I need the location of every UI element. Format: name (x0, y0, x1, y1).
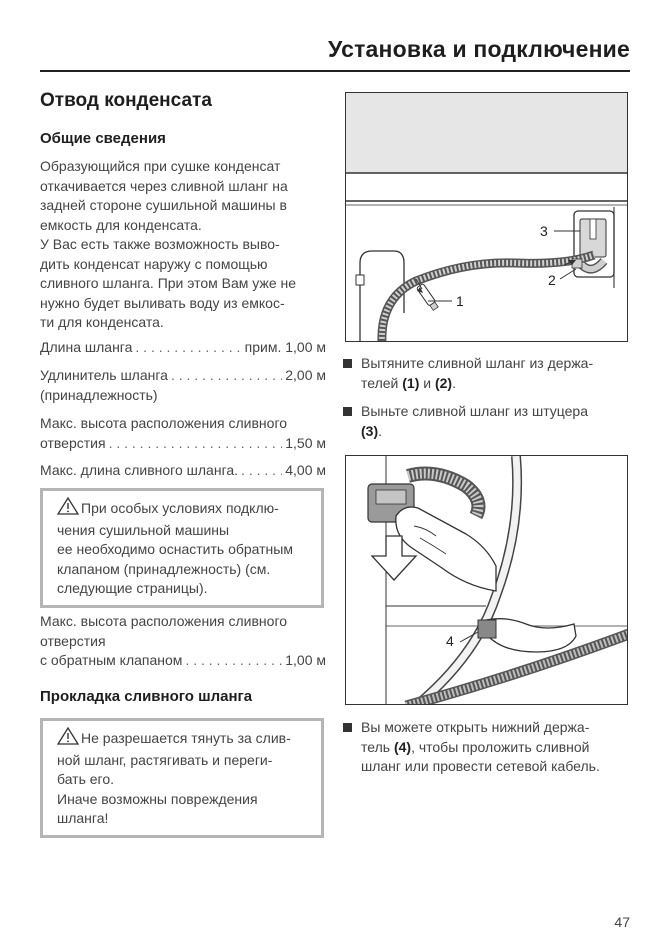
figure-label-1: 1 (456, 293, 464, 309)
general-paragraph (40, 157, 330, 333)
paragraph-line: сливного шланга. При этом Вам уже не (40, 275, 297, 291)
page-number: 47 (614, 914, 630, 930)
warning-line: ее необходимо оснастить обратным (57, 541, 293, 557)
spec-max-height-valve (40, 612, 326, 671)
step-text: телей (361, 374, 403, 391)
figure-label-3: 3 (540, 223, 548, 239)
paragraph-line: Образующийся при сушке конденсат (40, 158, 281, 174)
step-line: Вы можете открыть нижний держа- (361, 719, 590, 735)
step-text: тель (361, 738, 394, 755)
warning-box-valve (40, 488, 324, 608)
warning-line: Иначе возможны повреждения (57, 790, 258, 807)
paragraph-line: откачивается через сливной шланг на (40, 177, 288, 194)
bullet-square-icon (343, 407, 352, 416)
spec-value: 4,00 м (285, 462, 326, 478)
spec-label: Макс. высота расположения сливного (40, 415, 288, 431)
spec-max-height (40, 414, 326, 453)
spec-note: (принадлежность) (40, 386, 158, 403)
warning-line: При особых условиях подклю- (81, 500, 279, 516)
figure-label-4: 4 (446, 633, 454, 649)
spec-hose-extension (40, 366, 326, 405)
spec-label: отверстия (40, 434, 106, 451)
paragraph-line: нужно будет выливать воду из емкос- (40, 294, 285, 311)
warning-line: Не разрешается тянуть за слив- (81, 730, 291, 746)
spec-value: 1,00 м (285, 652, 326, 668)
warning-triangle-icon (57, 497, 79, 521)
paragraph-line: задней стороне сушильной машины в (40, 197, 287, 213)
step-line: шланг или провести сетевой кабель. (361, 758, 600, 774)
spec-max-length (40, 461, 326, 481)
spec-label: отверстия (40, 632, 106, 649)
warning-triangle-icon (57, 727, 79, 751)
ref-4: (4) (393, 738, 412, 755)
spec-label: Макс. длина сливного шланга. (40, 462, 239, 478)
general-heading: Общие сведения (40, 130, 166, 147)
hose-holders-illustration (346, 93, 628, 342)
warning-line: следующие страницы). (57, 580, 208, 596)
step-pull-hose (343, 354, 633, 393)
paragraph-line: У Вас есть также возможность выво- (40, 236, 280, 252)
paragraph-line: ти для конденсата. (40, 314, 164, 330)
step-remove-hose (343, 402, 633, 441)
step-line: Выньте сливной шланг из штуцера (361, 403, 588, 419)
figure-hose-holders (345, 92, 628, 342)
spec-value: прим. 1,00 м (244, 339, 326, 355)
ref-2: (2) (434, 374, 453, 391)
warning-line: бать его. (57, 771, 115, 787)
spec-label: Макс. высота расположения сливного (40, 613, 288, 629)
warning-line: чения сушильной машины (57, 521, 230, 538)
step-open-holder (343, 718, 633, 777)
figure-label-2: 2 (548, 272, 556, 288)
warning-line: шланга! (57, 810, 109, 826)
laying-heading: Прокладка сливного шланга (40, 688, 253, 705)
spec-value: 2,00 м (285, 367, 326, 383)
spec-label: Удлинитель шланга (40, 367, 168, 383)
step-text: . (452, 374, 456, 391)
step-line: Вытяните сливной шланг из держа- (361, 355, 594, 371)
step-text: . (378, 422, 383, 439)
warning-line: клапаном (принадлежность) (см. (57, 560, 271, 577)
spec-value: 1,50 м (285, 434, 326, 451)
paragraph-line: дить конденсат наружу с помощью (40, 255, 268, 272)
bullet-square-icon (343, 723, 352, 732)
step-text: , чтобы проложить сливной (411, 738, 590, 755)
ref-1: (1) (402, 374, 420, 391)
spec-label: Длина шланга (40, 339, 133, 355)
page-header-title: Установка и подключение (328, 36, 630, 62)
section-title: Отвод конденсата (40, 90, 212, 111)
step-text: и (419, 374, 435, 391)
bullet-square-icon (343, 359, 352, 368)
header-divider (40, 70, 630, 72)
warning-box-hose (40, 718, 324, 838)
lower-holder-illustration (346, 456, 628, 705)
spec-hose-length (40, 338, 326, 358)
paragraph-line: емкость для конденсата. (40, 216, 202, 233)
figure-lower-holder (345, 455, 628, 705)
warning-line: ной шланг, растягивать и переги- (57, 751, 273, 768)
spec-label: с обратным клапаном (40, 652, 183, 668)
ref-3: (3) (361, 422, 379, 439)
